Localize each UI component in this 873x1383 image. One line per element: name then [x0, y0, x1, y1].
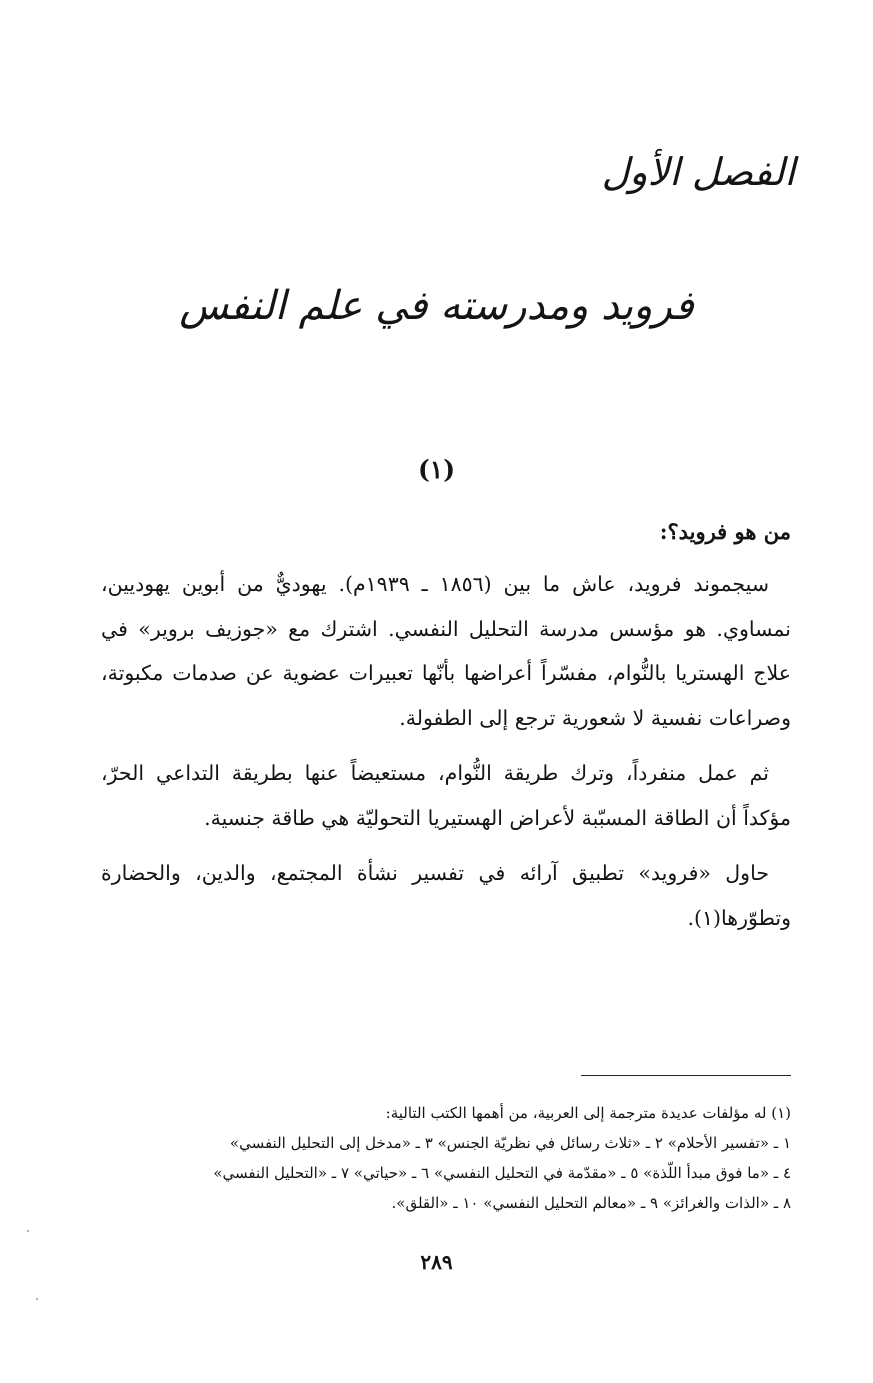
footnote-divider: [581, 1075, 791, 1076]
footnote-line: ٤ ـ «ما فوق مبدأ اللّذة» ٥ ـ «مقدّمة في التحليل النفسي» ٦ ـ «حياتي» ٧ ـ «التحليل النفسي»: [213, 1164, 791, 1182]
body-text: [101, 562, 791, 951]
paragraph: سيجموند فرويد، عاش ما بين (١٨٥٦ ـ ١٩٣٩م). يهوديٌّ من أبوين يهوديين، نمساوي. هو مؤسس مدرسة التحليل النفسي. اشترك مع «جوزيف بروير» في علاج الهستريا بالنُّوام، مفسّراً أعراضها بأنّها تعبيرات عضوية عن صدمات مكبوتة، وصراعات نفسية لا شعورية ترجع إلى الطفولة.: [101, 572, 791, 730]
chapter-label: الفصل الأول: [601, 150, 795, 194]
footnotes: [101, 1098, 791, 1218]
page-number: ٢٨٩: [420, 1250, 453, 1274]
section-number: (١): [417, 455, 456, 484]
scan-speck: [36, 1298, 38, 1300]
paragraph: حاول «فرويد» تطبيق آرائه في تفسير نشأة المجتمع، والدين، والحضارة وتطوّرها(١).: [101, 861, 791, 930]
chapter-title: فرويد ومدرسته في علم النفس: [179, 283, 694, 329]
paragraph: ثم عمل منفرداً، وترك طريقة النُّوام، مستعيضاً عنها بطريقة التداعي الحرّ، مؤكداً أن الطاقة المسبّبة لأعراض الهستيريا التحوليّة هي طاقة جنسية.: [101, 761, 791, 830]
footnote-line: ٨ ـ «الذات والغرائز» ٩ ـ «معالم التحليل النفسي» ١٠ ـ «القلق».: [391, 1194, 791, 1212]
footnote-line: ١ ـ «تفسير الأحلام» ٢ ـ «ثلاث رسائل في نظريّة الجنس» ٣ ـ «مدخل إلى التحليل النفسي»: [229, 1134, 791, 1152]
scan-speck: [27, 1230, 29, 1232]
footnote-line: (١) له مؤلفات عديدة مترجمة إلى العربية، من أهمها الكتب التالية:: [385, 1104, 791, 1122]
section-heading: من هو فرويد؟:: [659, 519, 791, 544]
